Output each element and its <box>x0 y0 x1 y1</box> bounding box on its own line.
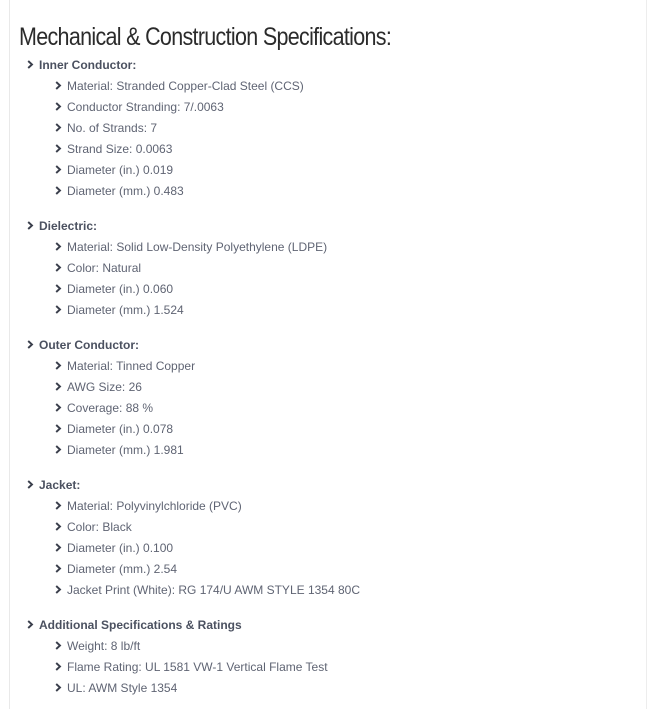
spec-item-text: No. of Strands: 7 <box>67 120 158 135</box>
section-outer-conductor <box>27 334 195 460</box>
spec-item <box>27 299 327 320</box>
chevron-right-icon <box>55 382 67 391</box>
spec-item <box>27 397 195 418</box>
spec-item <box>27 355 195 376</box>
spec-item-text: Weight: 8 lb/ft <box>67 638 141 653</box>
chevron-right-icon <box>55 543 67 552</box>
chevron-right-icon <box>55 424 67 433</box>
chevron-right-icon <box>55 102 67 111</box>
section-heading <box>27 54 304 75</box>
chevron-right-icon <box>55 445 67 454</box>
chevron-right-icon <box>55 284 67 293</box>
chevron-right-icon <box>55 144 67 153</box>
section-additional-specifications <box>27 614 328 698</box>
section-heading-label: Additional Specifications & Ratings <box>39 617 242 632</box>
section-heading <box>27 474 360 495</box>
spec-item-text: Material: Polyvinylchloride (PVC) <box>67 498 242 513</box>
section-dielectric <box>27 215 327 320</box>
chevron-right-icon <box>55 403 67 412</box>
chevron-right-icon <box>55 522 67 531</box>
section-heading-label: Outer Conductor: <box>39 337 139 352</box>
spec-item <box>27 278 327 299</box>
spec-item-text: AWG Size: 26 <box>67 379 142 394</box>
spec-item <box>27 495 360 516</box>
spec-item-text: Color: Black <box>67 519 132 534</box>
section-heading-label: Dielectric: <box>39 218 98 233</box>
spec-item <box>27 159 304 180</box>
right-divider <box>646 0 647 709</box>
spec-item-text: Material: Tinned Copper <box>67 358 196 373</box>
spec-item <box>27 236 327 257</box>
spec-item <box>27 418 195 439</box>
chevron-right-icon <box>55 305 67 314</box>
spec-item-text: Diameter (in.) 0.060 <box>67 281 174 296</box>
chevron-right-icon <box>55 165 67 174</box>
chevron-right-icon <box>55 501 67 510</box>
spec-item-text: Conductor Stranding: 7/.0063 <box>67 99 224 114</box>
spec-item <box>27 656 328 677</box>
spec-item-text: Diameter (mm.) 2.54 <box>67 561 178 576</box>
spec-item-text: Diameter (mm.) 0.483 <box>67 183 184 198</box>
spec-item <box>27 537 360 558</box>
spec-item <box>27 138 304 159</box>
chevron-right-icon <box>27 221 39 230</box>
chevron-right-icon <box>27 620 39 629</box>
section-heading-label: Inner Conductor: <box>39 57 137 72</box>
spec-item-text: Diameter (mm.) 1.981 <box>67 442 184 457</box>
spec-item-text: Flame Rating: UL 1581 VW-1 Vertical Flame Test <box>67 659 328 674</box>
chevron-right-icon <box>27 340 39 349</box>
chevron-right-icon <box>55 564 67 573</box>
section-heading-label: Jacket: <box>39 477 81 492</box>
chevron-right-icon <box>27 480 39 489</box>
chevron-right-icon <box>27 60 39 69</box>
chevron-right-icon <box>55 81 67 90</box>
chevron-right-icon <box>55 186 67 195</box>
spec-item-text: Coverage: 88 % <box>67 400 154 415</box>
section-heading <box>27 614 328 635</box>
spec-item-text: Strand Size: 0.0063 <box>67 141 173 156</box>
spec-item <box>27 117 304 138</box>
spec-item <box>27 635 328 656</box>
chevron-right-icon <box>55 683 67 692</box>
spec-item <box>27 579 360 600</box>
chevron-right-icon <box>55 641 67 650</box>
section-heading <box>27 215 327 236</box>
spec-item <box>27 180 304 201</box>
spec-item-text: Diameter (in.) 0.019 <box>67 162 174 177</box>
spec-item <box>27 257 327 278</box>
spec-item-text: Material: Stranded Copper-Clad Steel (CCS) <box>67 78 304 93</box>
spec-item <box>27 439 195 460</box>
spec-item <box>27 376 195 397</box>
spec-item-text: Diameter (in.) 0.100 <box>67 540 174 555</box>
spec-item <box>27 558 360 579</box>
spec-item <box>27 516 360 537</box>
chevron-right-icon <box>55 242 67 251</box>
chevron-right-icon <box>55 585 67 594</box>
chevron-right-icon <box>55 662 67 671</box>
left-divider <box>9 0 10 709</box>
section-heading <box>27 334 195 355</box>
spec-item <box>27 96 304 117</box>
page-title: Mechanical & Construction Specifications: <box>19 23 392 51</box>
section-inner-conductor <box>27 54 304 201</box>
chevron-right-icon <box>55 263 67 272</box>
spec-item <box>27 677 328 698</box>
spec-item-text: UL: AWM Style 1354 <box>67 680 178 695</box>
spec-item-text: Diameter (in.) 0.078 <box>67 421 174 436</box>
spec-item-text: Color: Natural <box>67 260 142 275</box>
spec-item <box>27 75 304 96</box>
spec-item-text: Material: Solid Low-Density Polyethylene (LDPE) <box>67 239 328 254</box>
section-jacket <box>27 474 360 600</box>
spec-item-text: Jacket Print (White): RG 174/U AWM STYLE 1354 80C <box>67 582 360 597</box>
chevron-right-icon <box>55 123 67 132</box>
chevron-right-icon <box>55 361 67 370</box>
spec-item-text: Diameter (mm.) 1.524 <box>67 302 184 317</box>
